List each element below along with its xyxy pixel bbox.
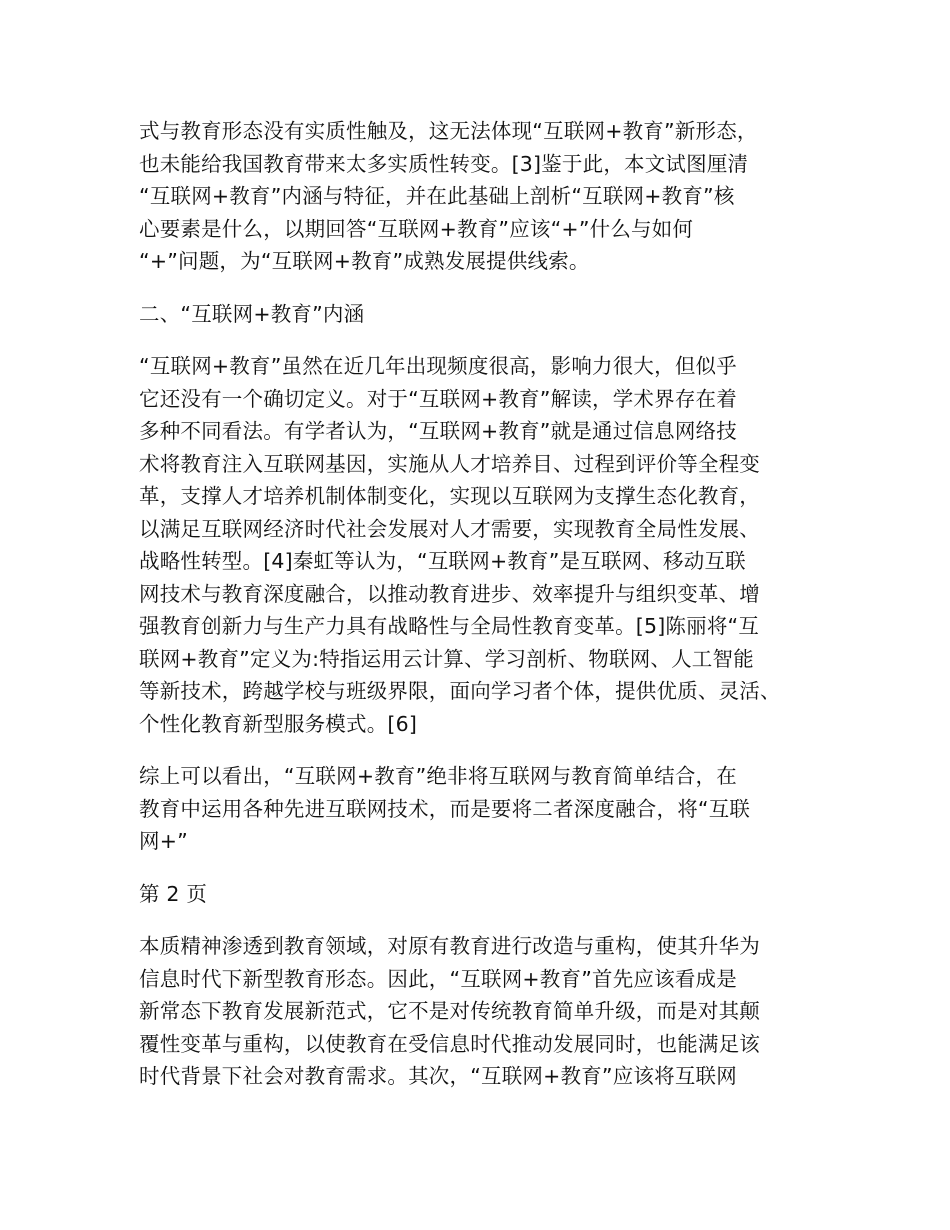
paragraph-definition: [139, 350, 819, 740]
text-line: 革，支撑人才培养机制体制变化，实现以互联网为支撑生态化教育，: [139, 484, 760, 508]
text-line: 心要素是什么，以期回答“互联网+教育”应该“+”什么与如何: [139, 216, 694, 241]
text-line: 时代背景下社会对教育需求。其次，“互联网+教育”应该将互联网: [139, 1064, 737, 1088]
text-line: 术将教育注入互联网基因，实施从人才培养目、过程到评价等全程变: [139, 451, 760, 476]
text-line: 信息时代下新型教育形态。因此，“互联网+教育”首先应该看成是: [139, 966, 737, 991]
text-line: 联网+教育”定义为:特指运用云计算、学习剖析、物联网、人工智能: [139, 646, 754, 671]
text-line: “+”问题，为“互联网+教育”成熟发展提供线索。: [139, 249, 590, 273]
text-line: 它还没有一个确切定义。对于“互联网+教育”解读，学术界存在着: [139, 386, 737, 411]
text-line: 第 2 页: [139, 881, 208, 906]
text-line: 个性化教育新型服务模式。[6]: [139, 711, 418, 736]
text-line: 多种不同看法。有学者认为，“互联网+教育”就是通过信息网络技: [139, 419, 737, 443]
text-line: 战略性转型。[4]秦虹等认为，“互联网+教育”是互联网、移动互联: [139, 549, 746, 573]
text-line: “互联网+教育”虽然在近几年出现频度很高，影响力很大，但似乎: [139, 354, 737, 378]
text-line: 以满足互联网经济时代社会发展对人才需要，实现教育全局性发展、: [139, 516, 760, 541]
text-line: 教育中运用各种先进互联网技术，而是要将二者深度融合，将“互联: [139, 796, 751, 821]
text-line: 综上可以看出，“互联网+教育”绝非将互联网与教育简单结合，在: [139, 764, 737, 788]
text-line: 覆性变革与重构，以使教育在受信息时代推动发展同时，也能满足该: [139, 1031, 760, 1056]
text-line: “互联网+教育”内涵与特征，并在此基础上剖析“互联网+教育”核: [139, 184, 735, 208]
page-number: [139, 878, 819, 911]
text-line: 强教育创新力与生产力具有战略性与全局性教育变革。[5]陈丽将“互: [139, 614, 760, 638]
text-line: 等新技术，跨越学校与班级界限，面向学习者个体，提供优质、灵活、: [139, 679, 781, 703]
text-line: 网+”: [139, 829, 188, 853]
text-line: 也未能给我国教育带来太多实质性转变。[3]鉴于此，本文试图厘清: [139, 151, 749, 176]
text-line: 新常态下教育发展新范式，它不是对传统教育简单升级，而是对其颠: [139, 999, 760, 1023]
text-line: 本质精神渗透到教育领域，对原有教育进行改造与重构，使其升华为: [139, 934, 760, 958]
paragraph-summary: [139, 760, 819, 858]
text-line: 网技术与教育深度融合，以推动教育进步、效率提升与组织变革、增: [139, 581, 760, 606]
document-body: [139, 115, 819, 1113]
section-heading: [139, 298, 819, 331]
text-line: 式与教育形态没有实质性触及，这无法体现“互联网+教育”新形态，: [139, 119, 758, 143]
paragraph-next-page: [139, 930, 819, 1093]
paragraph-continued: [139, 115, 819, 278]
text-line: 二、“互联网+教育”内涵: [139, 301, 365, 326]
